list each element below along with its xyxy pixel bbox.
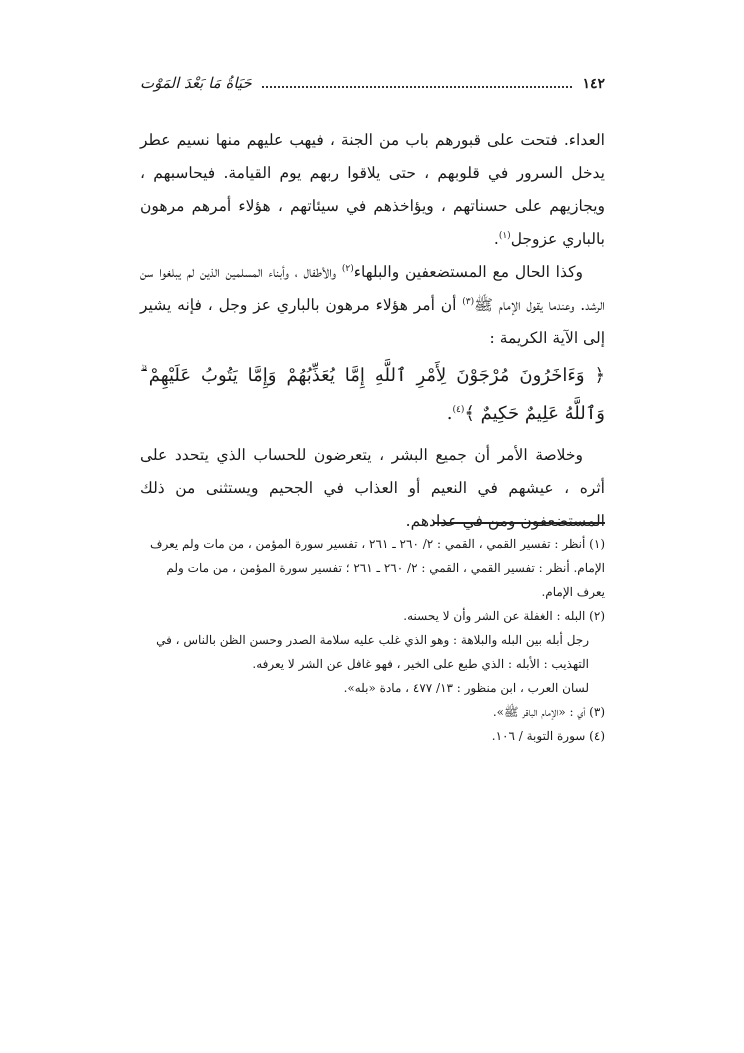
verse-end: . bbox=[446, 403, 453, 424]
honorific-glyph: ﷺ bbox=[474, 296, 493, 314]
paragraph-2-text-c: أن أمر هؤلاء مرهون بالباري عز وجل ، فإنه يشير إلى الآية الكريمة : bbox=[140, 296, 605, 347]
footnotes bbox=[140, 522, 605, 748]
footnote-ref-1: (١) bbox=[498, 230, 511, 241]
verse-text: ﴿ وَءَاخَرُونَ مُرْجَوْنَ لِأَمْرِ ٱللَّهِ إِمَّا يُعَذِّبُهُمْ وَإِمَّا يَتُوبُ عَلَيْهِمْ ۗ وَٱللَّهُ عَلِيمٌ حَكِيمٌ ﴾ bbox=[140, 365, 605, 424]
paragraph-2 bbox=[140, 256, 605, 355]
footnote-2: (٢) البله : الغفلة عن الشر وأن لا يحسنه. bbox=[403, 609, 605, 623]
footnote-4: (٤) سورة التوبة / ١٠٦. bbox=[491, 729, 605, 743]
body-text bbox=[140, 124, 605, 538]
footnote-1: (١) أنظر : تفسير القمي ، القمي : ٢/ ٢٦٠ ـ ٢٦١ ، تفسير سورة المؤمن ، من مات ولم يعرف الإمام. أنظر : تفسير القمي ، القمي : ٢/ ٢٦٠ ـ ٢٦١ ؛ تفسير سورة المؤمن ، من مات ولم يعرف الإمام. bbox=[150, 537, 605, 599]
page-header bbox=[140, 74, 605, 96]
paragraph-1-text: العداء. فتحت على قبورهم باب من الجنة ، فيهب عليهم منها نسيم عطر يدخل السرور في قلوبهم ، حتى يلاقوا ربهم يوم القيامة. فيحاسبهم ، ويجازيهم على حسناتهم ، ويؤاخذهم في سيئاتهم ، هؤلاء أمرهم مرهون بالباري عزوجل bbox=[140, 131, 605, 248]
quran-verse bbox=[140, 357, 605, 433]
footnote-3: (٣) أي : «الإمام الباقر ﷺ». bbox=[492, 705, 605, 719]
paragraph-3: وخلاصة الأمر أن جميع البشر ، يتعرضون للحساب الذي يتحدد على أثره ، عيشهم في النعيم أو العذاب في الجحيم ويستثنى من ذلك المستضعفون ومن في عدادهم. bbox=[140, 446, 605, 530]
footnote-ref-3: (٣) bbox=[462, 296, 475, 307]
running-title: حَيَاةُ مَا بَعْدَ المَوْت bbox=[140, 74, 252, 92]
paragraph-1 bbox=[140, 124, 605, 256]
page-number: ١٤٢ bbox=[582, 76, 605, 92]
paragraph-2-text-b: والأطفال ، وأبناء المسلمين الذين لم يبلغوا سن الرشد. وعندما يقول الإمام bbox=[140, 263, 605, 314]
footnote-2-continuation-1: رجل أبله بين البله والبلاهة : وهو الذي غلب عليه سلامة الصدر وحسن الظن بالناس ، في التهذيب : الأبله : الذي طبع على الخير ، فهو غافل عن الشر لا يعرفه. bbox=[156, 633, 589, 671]
header-dot-leader bbox=[262, 76, 573, 88]
footnote-ref-4: (٤) bbox=[452, 405, 465, 415]
footnote-separator bbox=[433, 522, 605, 524]
footnote-ref-2: (٢) bbox=[341, 263, 354, 274]
paragraph-1-end: . bbox=[493, 230, 499, 248]
footnote-2-continuation-2: لسان العرب ، ابن منظور : ١٣/ ٤٧٧ ، مادة «بله». bbox=[343, 681, 589, 695]
paragraph-2-text-a: وكذا الحال مع المستضعفين والبلهاء bbox=[353, 263, 583, 281]
